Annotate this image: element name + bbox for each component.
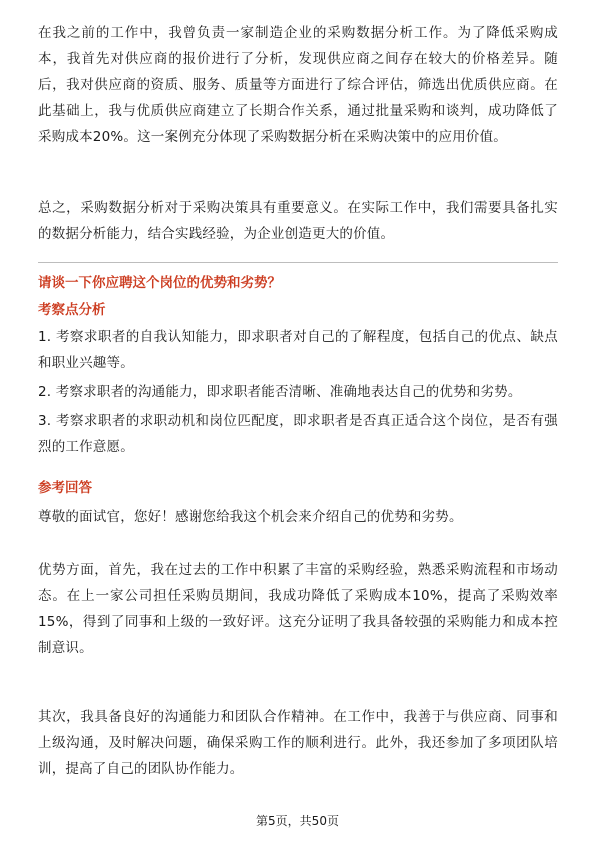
- answer-paragraph-2: 优势方面，首先，我在过去的工作中积累了丰富的采购经验，熟悉采购流程和市场动态。在上一家公司担任采购员期间，我成功降低了采购成本10%，提高了采购效率15%，得到了同事和上级的一致好评。这充分证明了我具备较强的采购能力和成本控制意识。: [38, 562, 558, 656]
- intro-paragraph-2: 总之，采购数据分析对于采购决策具有重要意义。在实际工作中，我们需要具备扎实的数据分析能力，结合实践经验，为企业创造更大的价值。: [38, 200, 558, 242]
- interview-question: 请谈一下你应聘这个岗位的优势和劣势？: [38, 275, 281, 291]
- analysis-item-1: 1. 考察求职者的自我认知能力，即求职者对自己的了解程度，包括自己的优点、缺点和职业兴趣等。: [38, 329, 558, 371]
- analysis-item-2: 2. 考察求职者的沟通能力，即求职者能否清晰、准确地表达自己的优势和劣势。: [38, 384, 522, 400]
- answer-paragraph-3: 其次，我具备良好的沟通能力和团队合作精神。在工作中，我善于与供应商、同事和上级沟通，及时解决问题，确保采购工作的顺利进行。此外，我还参加了多项团队培训，提高了自己的团队协作能力。: [38, 709, 558, 777]
- analysis-item-3: 3. 考察求职者的求职动机和岗位匹配度，即求职者是否真正适合这个岗位，是否有强烈的工作意愿。: [38, 413, 558, 455]
- intro-paragraph-1: 在我之前的工作中，我曾负责一家制造企业的采购数据分析工作。为了降低采购成本，我首先对供应商的报价进行了分析，发现供应商之间存在较大的价格差异。随后，我对供应商的资质、服务、质量等方面进行了综合评估，筛选出优质供应商。在此基础上，我与优质供应商建立了长期合作关系，通过批量采购和谈判，成功降低了采购成本20%。这一案例充分体现了采购数据分析在采购决策中的应用价值。: [38, 25, 558, 145]
- section-divider: [38, 262, 558, 263]
- answer-heading: 参考回答: [38, 480, 92, 496]
- answer-paragraph-1: 尊敬的面试官，您好！感谢您给我这个机会来介绍自己的优势和劣势。: [38, 509, 463, 525]
- analysis-heading: 考察点分析: [38, 302, 106, 318]
- page-number: 第5页，共50页: [256, 814, 339, 828]
